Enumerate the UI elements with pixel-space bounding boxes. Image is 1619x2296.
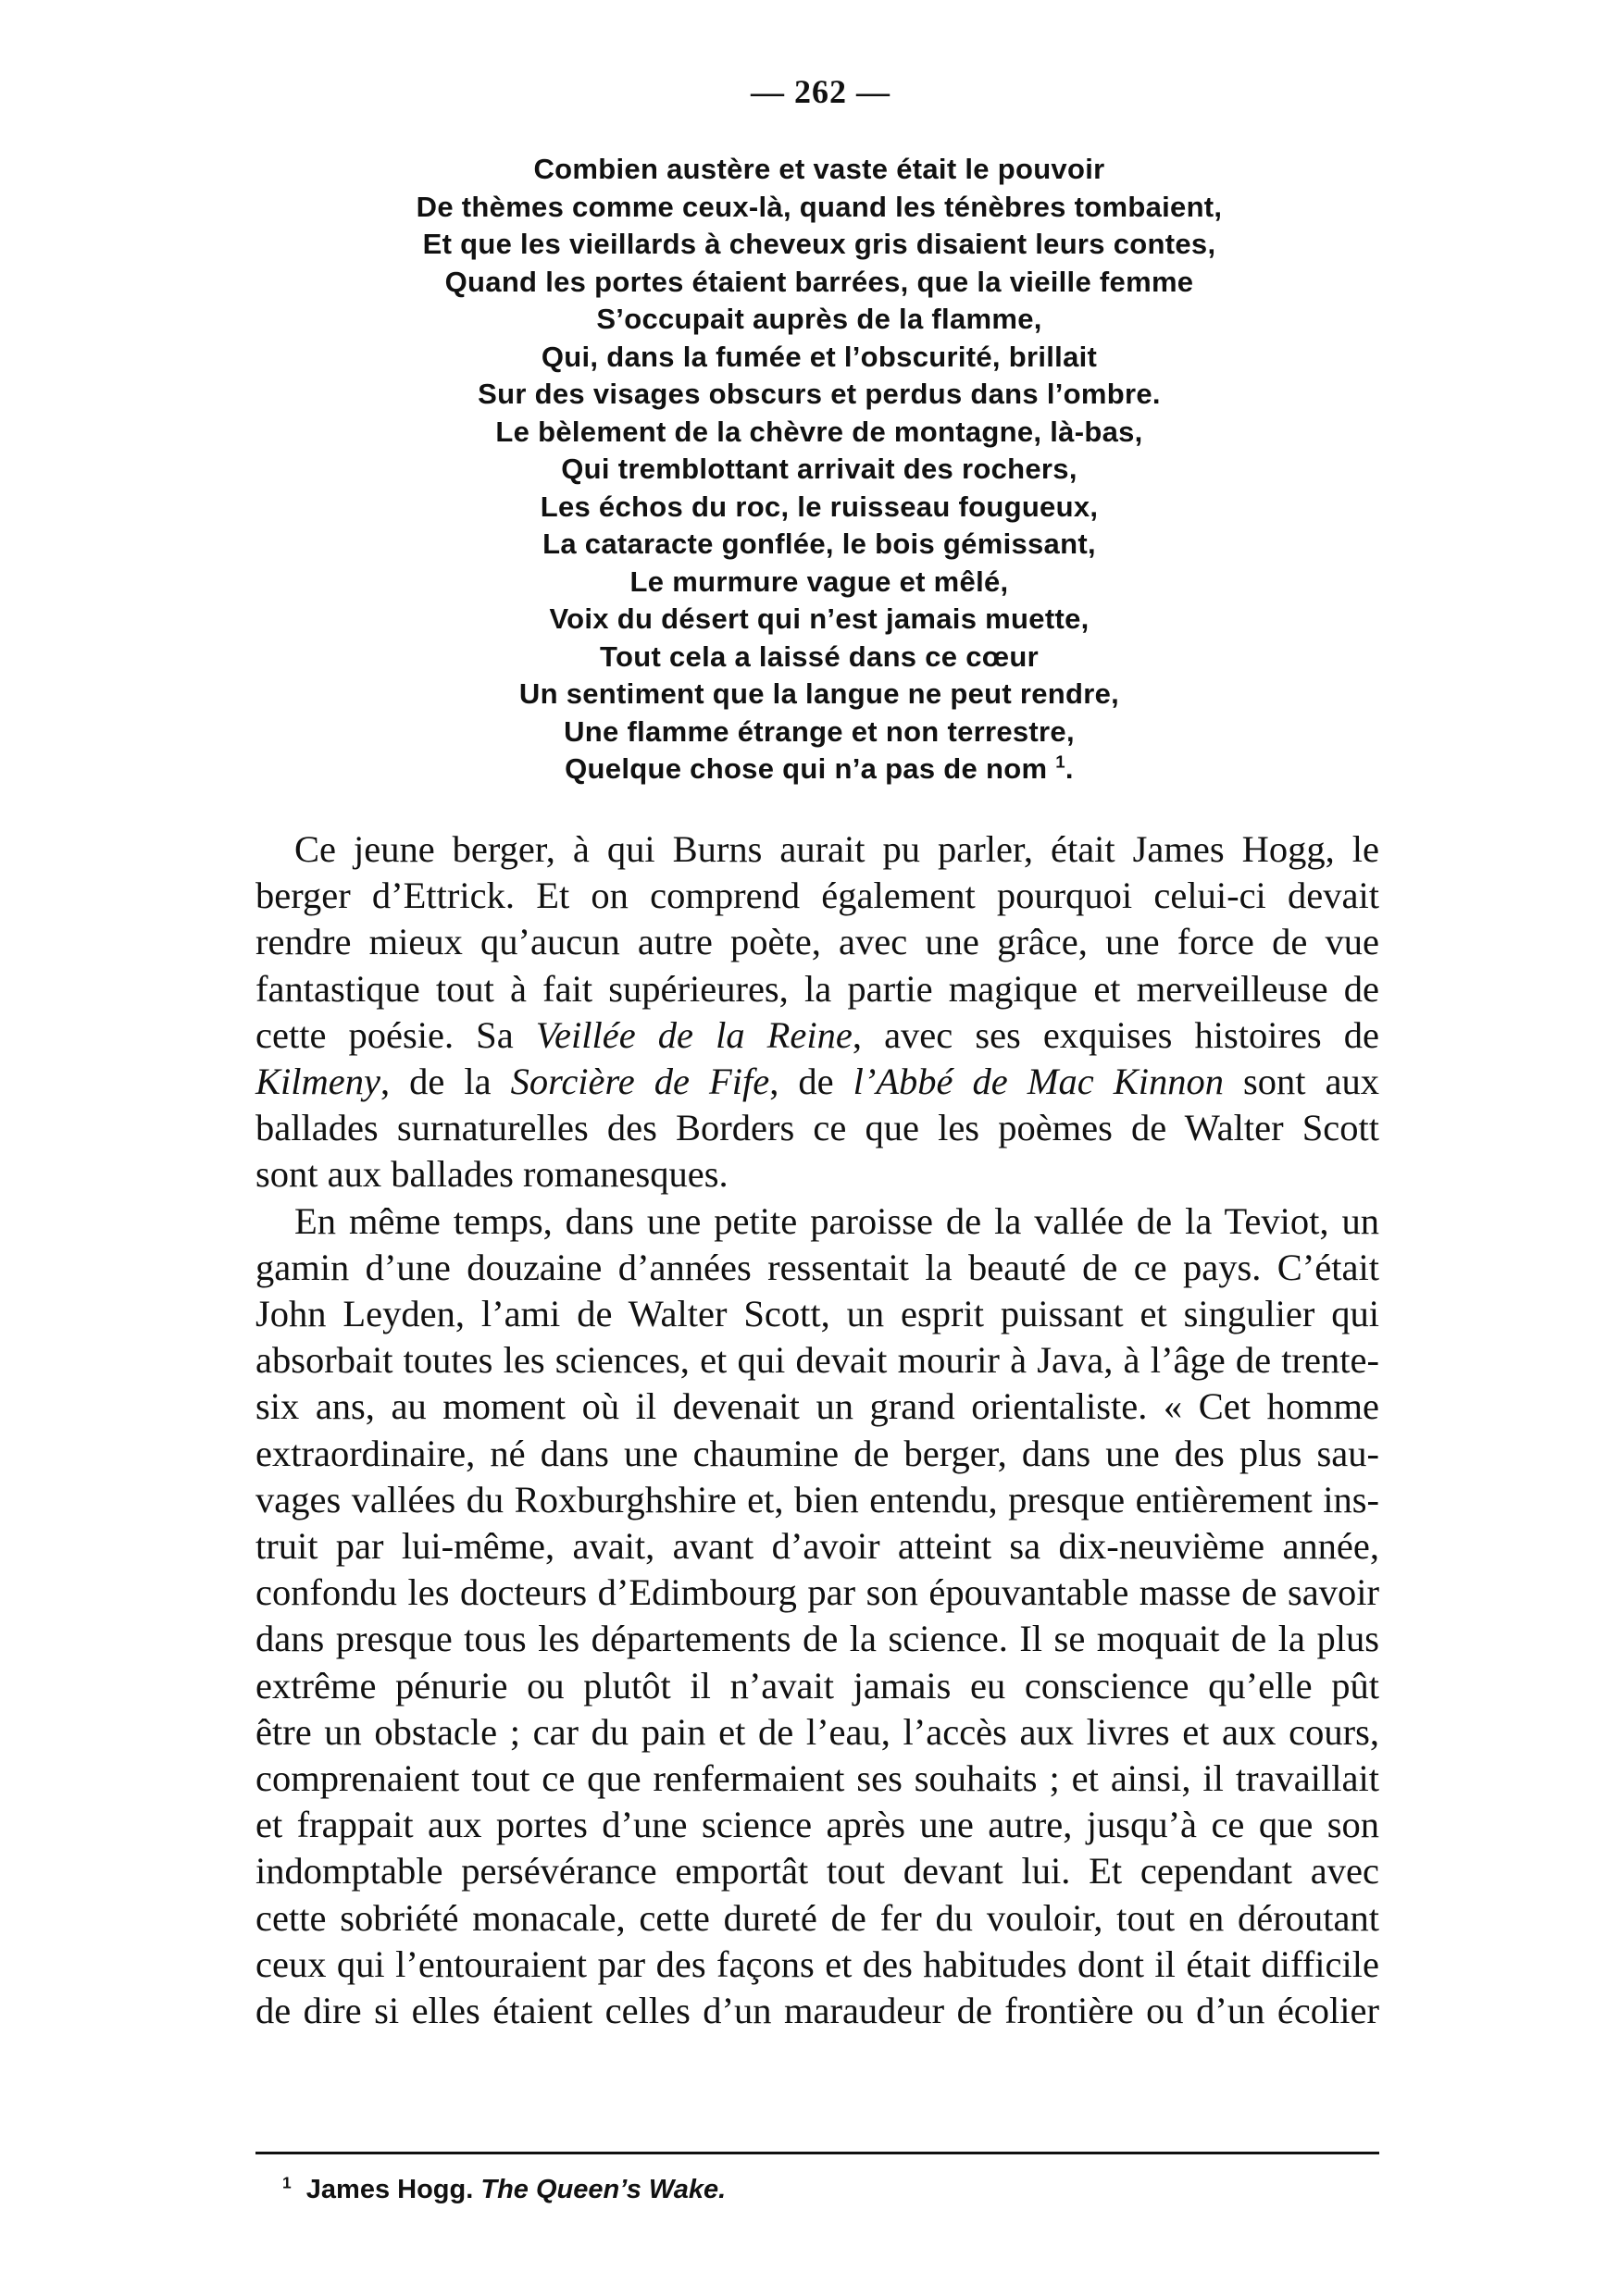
body-text [255, 826, 1379, 2034]
text-line [255, 1012, 1379, 1059]
text-run: , avec ses exquises histoires de [852, 1013, 1379, 1056]
text-line: rendre mieux qu’aucun autre poète, avec une grâce, une force de vue [255, 921, 1379, 963]
poem-block [250, 151, 1389, 788]
text-line: fantastique tout à fait supérieures, la partie magique et merveilleuse de [255, 967, 1379, 1010]
poem-title-kilmeny: Kilmeny [255, 1061, 380, 1103]
book-title-veillee: Veillée de la Reine [535, 1013, 853, 1056]
paragraph-hogg [255, 826, 1379, 1198]
poem-line: Qui tremblottant arrivait des rochers, [561, 453, 1077, 485]
text-line: John Leyden, l’ami de Walter Scott, un esprit puissant et singulier qui [255, 1293, 1379, 1335]
poem-line: Le murmure vague et mêlé, [629, 565, 1009, 598]
text-line: truit par lui-même, avait, avant d’avoir atteint sa dix-neuvième année, [255, 1525, 1379, 1568]
poem-line: Le bèlement de la chèvre de montagne, là-bas, [495, 415, 1143, 448]
text-line: extrême pénurie ou plutôt il n’avait jamais eu conscience qu’elle pût [255, 1664, 1379, 1706]
poem-line: Quand les portes étaient barrées, que la vieille femme [444, 265, 1194, 298]
poem-title-abbe: l’Abbé de Mac Kinnon [853, 1061, 1224, 1103]
text-line: comprenaient tout ce que renfermaient ses souhaits ; et ainsi, il travaillait [255, 1757, 1379, 1800]
poem-line: La cataracte gonflée, le bois gémissant, [542, 527, 1096, 560]
text-line: six ans, au moment où il devenait un grand orientaliste. « Cet homme [255, 1385, 1379, 1428]
poem-title-sorciere: Sorcière de Fife [510, 1061, 770, 1103]
text-line: être un obstacle ; car du pain et de l’eau, l’accès aux livres et aux cours, [255, 1710, 1379, 1753]
footnote [282, 2173, 726, 2206]
text-line: gamin d’une douzaine d’années ressentait la beauté de ce pays. C’était [255, 1246, 1379, 1288]
poem-line: Combien austère et vaste était le pouvoir [533, 153, 1105, 185]
text-line: absorbait toutes les sciences, et qui devait mourir à Java, à l’âge de trente- [255, 1339, 1379, 1382]
text-line: extraordinaire, né dans une chaumine de berger, dans une des plus sau- [255, 1432, 1379, 1474]
text-line: cette sobriété monacale, cette dureté de fer du vouloir, tout en déroutant [255, 1896, 1379, 1939]
footnote-marker: 1 [282, 2173, 292, 2192]
text-line: dans presque tous les départements de la science. Il se moquait de la plus [255, 1618, 1379, 1660]
text-run: sont aux [1224, 1061, 1379, 1103]
text-line: vages vallées du Roxburghshire et, bien entendu, presque entièrement ins- [255, 1478, 1379, 1520]
text-line: En même temps, dans une petite paroisse de la vallée de la Teviot, un [294, 1199, 1379, 1242]
text-line: ballades surnaturelles des Borders ce que les poèmes de Walter Scott [255, 1107, 1379, 1149]
text-line: indomptable persévérance emportât tout devant lui. Et cependant avec [255, 1850, 1379, 1893]
text-run: , de la [380, 1061, 511, 1103]
paragraph-leyden [255, 1198, 1379, 2035]
poem-line: Les échos du roc, le ruisseau fougueux, [540, 490, 1099, 523]
poem-line-last: Quelque chose qui n’a pas de nom $^1$. [565, 751, 1074, 785]
text-line: et frappait aux portes d’une science après une autre, jusqu’à ce que son [255, 1804, 1379, 1846]
text-run: cette poésie. Sa [255, 1013, 536, 1056]
footnote-author: James Hogg. [305, 2175, 481, 2204]
poem-line: Tout cela a laissé dans ce cœur [600, 639, 1039, 673]
footnote-reference[interactable]: 1 [1055, 751, 1065, 772]
poem-line: Sur des visages obscurs et perdus dans l’ombre. [478, 378, 1161, 410]
page-number: — 262 — [751, 73, 890, 110]
text-line: Ce jeune berger, à qui Burns aurait pu parler, était James Hogg, le [294, 828, 1379, 870]
text-run: , de [769, 1061, 853, 1103]
footnote-title: The Queen’s Wake. [480, 2175, 727, 2204]
text-line: sont aux ballades romanesques. [255, 1153, 729, 1196]
poem-line: Un sentiment que la langue ne peut rendre, [518, 677, 1120, 710]
text-line: berger d’Ettrick. Et on comprend également pourquoi celui-ci devait [255, 875, 1379, 917]
footnote-divider [255, 2152, 1379, 2154]
poem-line: S’occupait auprès de la flamme, [596, 303, 1042, 335]
text-line: confondu les docteurs d’Edimbourg par son épouvantable masse de savoir [255, 1571, 1379, 1614]
poem-line-text: Quelque chose qui n’a pas de nom [565, 752, 1048, 785]
text-line: de dire si elles étaient celles d’un maraudeur de frontière ou d’un écolier [255, 1990, 1379, 2032]
text-line: ceux qui l’entouraient par des façons et des habitudes dont il était difficile [255, 1942, 1379, 1985]
poem-line: Qui, dans la fumée et l’obscurité, brillait [541, 340, 1098, 373]
poem-line: De thèmes comme ceux-là, quand les ténèbres tombaient, [416, 190, 1223, 223]
poem-line: Et que les vieillards à cheveux gris disaient leurs contes, [422, 228, 1216, 260]
poem-line: Une flamme étrange et non terrestre, [564, 714, 1075, 748]
text-line [255, 1059, 1379, 1105]
poem-line: Voix du désert qui n’est jamais muette, [549, 602, 1090, 635]
